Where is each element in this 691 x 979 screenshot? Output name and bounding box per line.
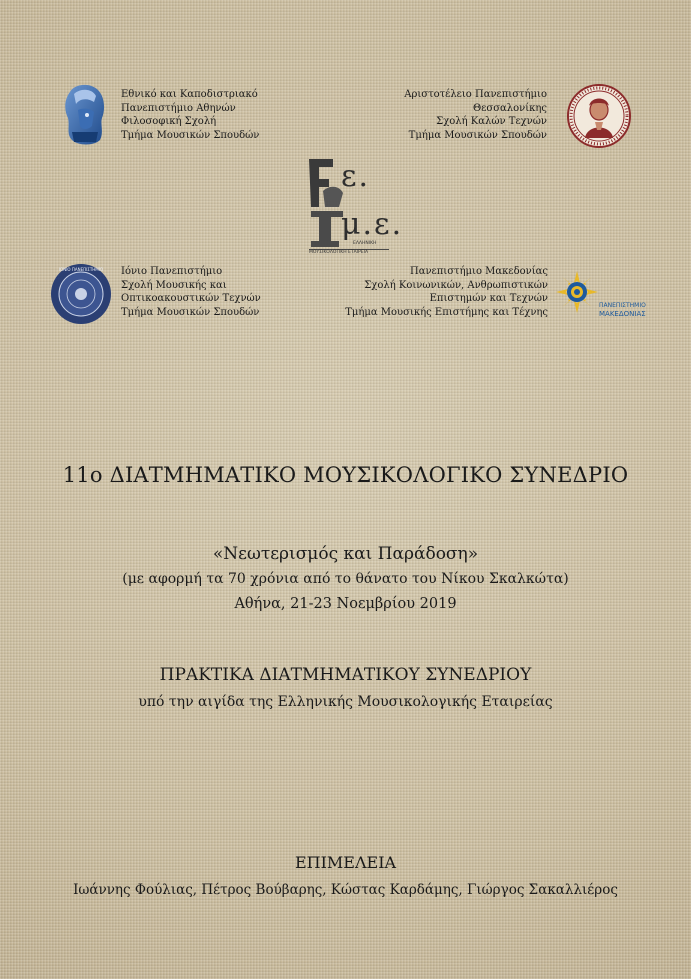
inst-br-line-1: Πανεπιστήμιο Μακεδονίας [409, 266, 548, 277]
uom-logo [556, 265, 656, 325]
institution-bottom-right [345, 265, 548, 319]
inst-bl-line-3: Οπτικοακουστικών Τεχνών [121, 293, 261, 304]
hms-caption-2: ΜΟΥΣΙΚΟΛΟΓΙΚΗ ΕΤΑΙΡΕΙΑ [309, 250, 369, 255]
inst-br-line-4: Τμήμα Μουσικής Επιστήμης και Τέχνης [345, 306, 548, 318]
inst-bl-line-4: Τμήμα Μουσικών Σπουδών [121, 306, 260, 318]
editing-label: ΕΠΙΜΕΛΕΙΑ [294, 853, 397, 872]
inst-tl-line-4: Τμήμα Μουσικών Σπουδών [121, 129, 260, 141]
hms-letters-bottom: μ.ε. [341, 207, 404, 242]
hms-letters-top: ε. [341, 159, 371, 194]
inst-tr-line-1: Αριστοτέλειο Πανεπιστήμιο [404, 89, 547, 100]
inst-bl-line-2: Σχολή Μουσικής και [121, 279, 227, 291]
conference-theme: «Νεωτερισμός και Παράδοση» [212, 544, 479, 564]
inst-br-line-3: Επιστημών και Τεχνών [429, 293, 548, 304]
conference-occasion: (με αφορμή τα 70 χρόνια από το θάνατο του Νίκου Σκαλκώτα) [122, 571, 569, 587]
inst-tr-line-4: Τμήμα Μουσικών Σπουδών [408, 129, 547, 141]
auth-seal-logo [567, 84, 631, 148]
uom-logo-line-1: ΠΑΝΕΠΙΣΤΗΜΙΟ [599, 302, 646, 309]
inst-tl-line-2: Πανεπιστήμιο Αθηνών [121, 102, 236, 114]
proceedings-title: ΠΡΑΚΤΙΚΑ ΔΙΑΤΜΗΜΑΤΙΚΟΥ ΣΥΝΕΔΡΙΟΥ [159, 665, 532, 685]
inst-tl-line-3: Φιλοσοφική Σχολή [121, 116, 217, 127]
ionian-seal-text: ΙΟΝΙΟ ΠΑΝΕΠΙΣΤΗΜΙΟ [58, 267, 104, 272]
uom-logo-line-2: ΜΑΚΕΔΟΝΙΑΣ [599, 310, 646, 318]
hms-caption-1: ΕΛΛΗΝΙΚΗ [353, 241, 377, 246]
editors-list: Ιωάννης Φούλιας, Πέτρος Βούβαρης, Κώστας Καρδάμης, Γιώργος Σακαλλιέρος [73, 882, 618, 898]
hms-logo [303, 155, 404, 257]
uoa-logo [60, 82, 108, 148]
inst-bl-line-1: Ιόνιο Πανεπιστήμιο [121, 266, 223, 277]
ionian-seal-logo [50, 263, 112, 325]
inst-br-line-2: Σχολή Κοινωνικών, Ανθρωπιστικών [364, 279, 548, 291]
institution-top-left [121, 88, 259, 142]
conference-place-date: Αθήνα, 21-23 Νοεμβρίου 2019 [234, 596, 457, 612]
institution-bottom-left [121, 265, 261, 319]
conference-title: 11ο ΔΙΑΤΜΗΜΑΤΙΚΟ ΜΟΥΣΙΚΟΛΟΓΙΚΟ ΣΥΝΕΔΡΙΟ [62, 463, 629, 487]
inst-tl-line-1: Εθνικό και Καποδιστριακό [121, 89, 258, 100]
auspices-line: υπό την αιγίδα της Ελληνικής Μουσικολογικής Εταιρείας [138, 694, 553, 710]
inst-tr-line-3: Σχολή Καλών Τεχνών [436, 116, 547, 127]
institution-top-right [404, 88, 547, 142]
inst-tr-line-2: Θεσσαλονίκης [473, 102, 547, 114]
